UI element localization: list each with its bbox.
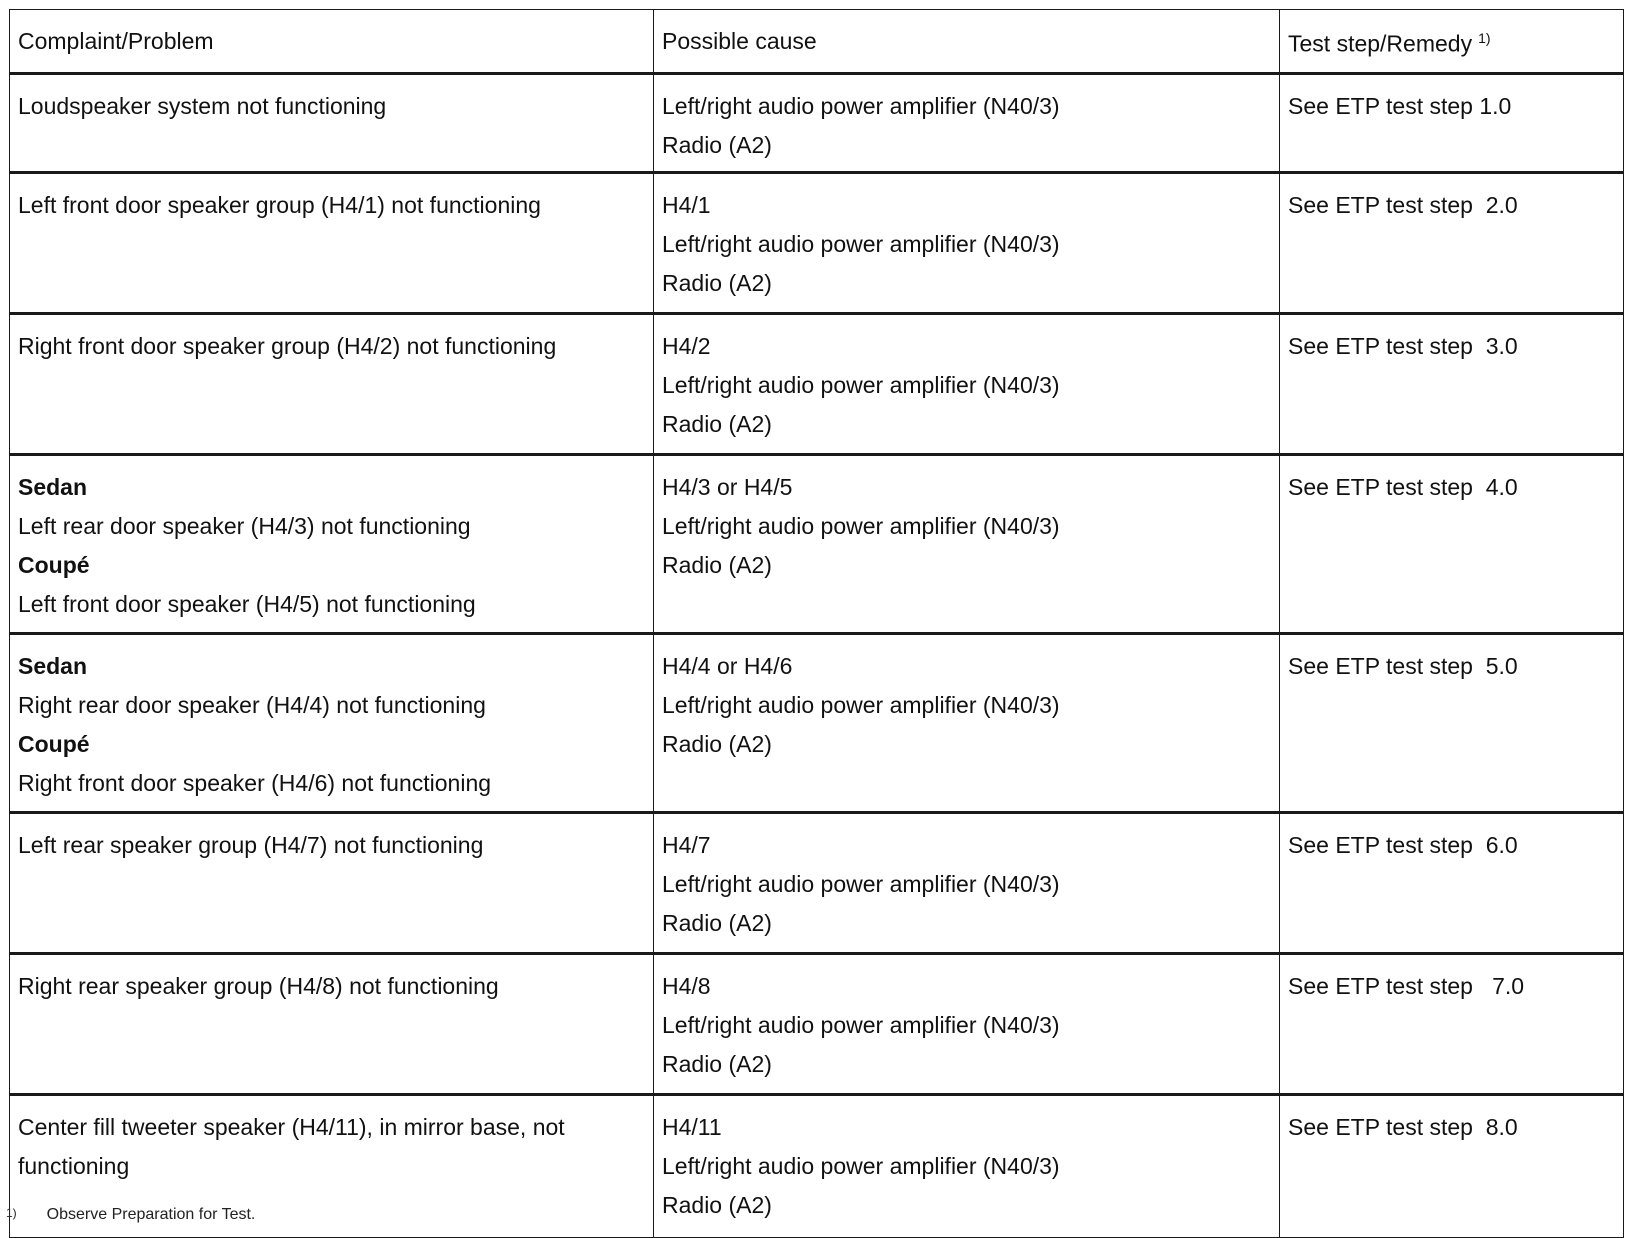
vehicle-variant-label: Sedan: [18, 653, 88, 679]
cause-cell: [654, 1095, 1280, 1238]
remedy-cell: [1280, 1095, 1624, 1238]
remedy-text: See ETP test step 5.0: [1288, 653, 1518, 679]
cause-item: Left/right audio power amplifier (N40/3): [662, 1153, 1060, 1179]
complaint-text: Right front door speaker (H4/6) not functioning: [18, 770, 492, 796]
remedy-text: See ETP test step 6.0: [1288, 832, 1518, 858]
vehicle-variant-label: Sedan: [18, 474, 88, 500]
cause-cell: [654, 455, 1280, 634]
complaint-cell: [10, 455, 654, 634]
cause-item: Left/right audio power amplifier (N40/3): [662, 372, 1060, 398]
complaint-text: Left rear speaker group (H4/7) not functioning: [18, 832, 484, 858]
header-remedy: [1280, 10, 1624, 74]
header-remedy-label: Test step/Remedy: [1288, 30, 1473, 57]
cause-item: Left/right audio power amplifier (N40/3): [662, 513, 1060, 539]
cause-item: Radio (A2): [662, 731, 772, 757]
complaint-text: Loudspeaker system not functioning: [18, 93, 387, 119]
cause-cell: [654, 954, 1280, 1095]
cause-item: Left/right audio power amplifier (N40/3): [662, 93, 1060, 119]
header-remedy-footnote-mark: 1): [1478, 29, 1491, 46]
cause-item: Left/right audio power amplifier (N40/3): [662, 1012, 1060, 1038]
table-row: [10, 74, 1624, 173]
cause-item: Left/right audio power amplifier (N40/3): [662, 231, 1060, 257]
cause-item: Radio (A2): [662, 411, 772, 437]
cause-item: H4/3 or H4/5: [662, 474, 793, 500]
cause-cell: [654, 314, 1280, 455]
complaint-cell: [10, 954, 654, 1095]
header-cause: [654, 10, 1280, 74]
cause-cell: [654, 74, 1280, 173]
header-cause-label: Possible cause: [662, 27, 817, 54]
cause-item: H4/7: [662, 832, 711, 858]
table-body: [10, 74, 1624, 1238]
cause-item: Radio (A2): [662, 132, 772, 158]
footnote-text: Observe Preparation for Test.: [46, 1206, 256, 1223]
cause-item: H4/4 or H4/6: [662, 653, 793, 679]
cause-item: Left/right audio power amplifier (N40/3): [662, 871, 1060, 897]
remedy-text: See ETP test step 2.0: [1288, 192, 1518, 218]
cause-cell: [654, 634, 1280, 813]
cause-item: Radio (A2): [662, 1051, 772, 1077]
remedy-text: See ETP test step 4.0: [1288, 474, 1518, 500]
complaint-text: Right rear speaker group (H4/8) not functioning: [18, 973, 499, 999]
table-row: [10, 634, 1624, 813]
remedy-cell: [1280, 74, 1624, 173]
remedy-cell: [1280, 813, 1624, 954]
header-complaint-label: Complaint/Problem: [18, 27, 214, 54]
remedy-text: See ETP test step 8.0: [1288, 1114, 1518, 1140]
complaint-text: Right rear door speaker (H4/4) not functioning: [18, 692, 486, 718]
cause-item: H4/8: [662, 973, 711, 999]
remedy-text: See ETP test step 3.0: [1288, 333, 1518, 359]
vehicle-variant-label: Coupé: [18, 552, 90, 578]
complaint-text: Left front door speaker (H4/5) not functioning: [18, 591, 476, 617]
table-row: [10, 455, 1624, 634]
table-row: [10, 954, 1624, 1095]
footnote: [6, 1206, 255, 1224]
remedy-cell: [1280, 173, 1624, 314]
remedy-cell: [1280, 954, 1624, 1095]
cause-item: Radio (A2): [662, 1192, 772, 1218]
remedy-text: See ETP test step 1.0: [1288, 93, 1512, 119]
vehicle-variant-label: Coupé: [18, 731, 90, 757]
cause-item: Left/right audio power amplifier (N40/3): [662, 692, 1060, 718]
table-row: [10, 813, 1624, 954]
cause-cell: [654, 173, 1280, 314]
header-complaint: [10, 10, 654, 74]
diagnosis-table: [9, 9, 1624, 1238]
footnote-mark: 1): [6, 1206, 17, 1220]
cause-item: H4/2: [662, 333, 711, 359]
complaint-cell: [10, 314, 654, 455]
table-header-row: [10, 10, 1624, 74]
cause-item: Radio (A2): [662, 270, 772, 296]
cause-item: Radio (A2): [662, 910, 772, 936]
complaint-cell: [10, 74, 654, 173]
cause-item: H4/11: [662, 1114, 722, 1140]
complaint-text: Left front door speaker group (H4/1) not functioning: [18, 192, 541, 218]
remedy-text: See ETP test step 7.0: [1288, 973, 1525, 999]
complaint-text: Center fill tweeter speaker (H4/11), in mirror base, not functioning: [18, 1114, 565, 1179]
cause-item: H4/1: [662, 192, 711, 218]
complaint-text: Left rear door speaker (H4/3) not functioning: [18, 513, 471, 539]
complaint-cell: [10, 634, 654, 813]
remedy-cell: [1280, 634, 1624, 813]
remedy-cell: [1280, 314, 1624, 455]
cause-cell: [654, 813, 1280, 954]
table-row: [10, 173, 1624, 314]
complaint-cell: [10, 173, 654, 314]
cause-item: Radio (A2): [662, 552, 772, 578]
remedy-cell: [1280, 455, 1624, 634]
complaint-text: Right front door speaker group (H4/2) not functioning: [18, 333, 557, 359]
complaint-cell: [10, 813, 654, 954]
table-row: [10, 314, 1624, 455]
